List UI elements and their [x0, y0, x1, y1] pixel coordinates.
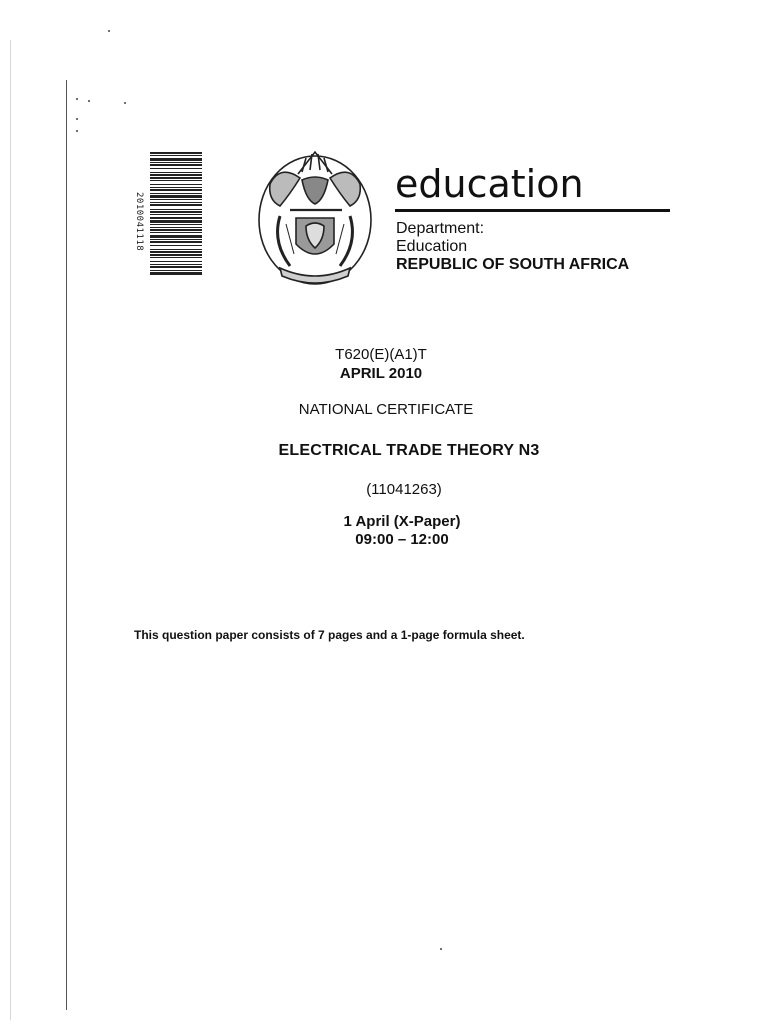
- certificate-name: NATIONAL CERTIFICATE: [298, 401, 474, 418]
- scan-speck: [440, 948, 442, 950]
- paper-page-count-note: This question paper consists of 7 pages and a 1-page formula sheet.: [134, 628, 525, 642]
- exam-session: APRIL 2010: [339, 365, 423, 382]
- scan-speck: [76, 98, 78, 100]
- coat-of-arms-icon: [250, 144, 380, 292]
- department-name: Education: [396, 238, 468, 255]
- scan-speck: [124, 102, 126, 104]
- scan-edge-shadow: [10, 40, 11, 1020]
- subject-title: ELECTRICAL TRADE THEORY N3: [278, 442, 540, 459]
- scan-speck: [108, 30, 110, 32]
- barcode-number: 2010041118: [134, 192, 144, 252]
- subject-code: (11041263): [366, 481, 442, 498]
- barcode-icon: [150, 152, 202, 276]
- title-underline: [395, 209, 670, 212]
- exam-time: 09:00 – 12:00: [355, 531, 449, 548]
- paper-code: T620(E)(A1)T: [335, 346, 427, 363]
- scan-speck: [88, 100, 90, 102]
- scan-speck: [76, 118, 78, 120]
- exam-date: 1 April (X-Paper): [343, 513, 461, 530]
- country-name: REPUBLIC OF SOUTH AFRICA: [396, 256, 630, 273]
- department-block: [396, 220, 629, 274]
- scan-speck: [76, 130, 78, 132]
- education-logo-title: education: [395, 162, 584, 206]
- department-label: Department:: [396, 220, 485, 237]
